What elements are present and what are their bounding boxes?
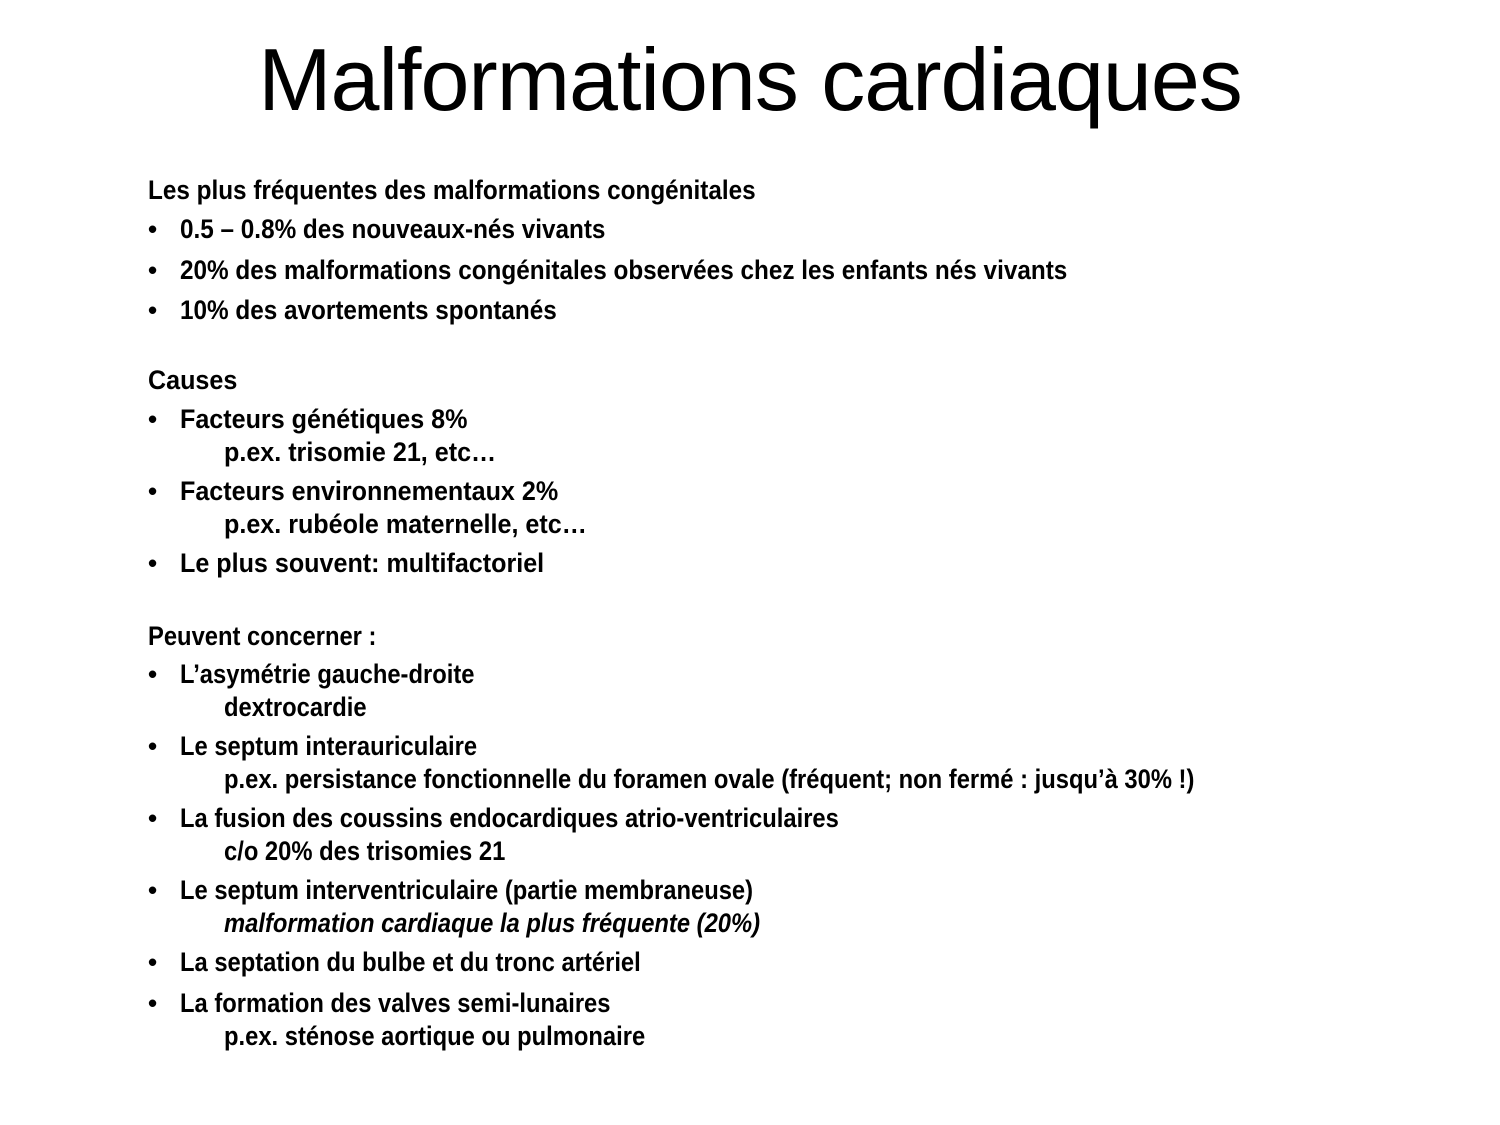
list-item-detail: malformation cardiaque la plus fréquente (20%) <box>224 908 761 938</box>
list-item-detail: p.ex. trisomie 21, etc… <box>224 437 497 467</box>
list-item: L’asymétrie gauche-droite <box>180 659 475 689</box>
bullet-icon: • <box>148 255 158 285</box>
list-item-detail: dextrocardie <box>224 692 367 722</box>
bullet-icon: • <box>148 947 158 977</box>
list-item: 10% des avortements spontanés <box>180 295 557 325</box>
list-item: 20% des malformations congénitales observées chez les enfants nés vivants <box>180 255 1068 285</box>
bullet-icon: • <box>148 548 158 578</box>
slide-title: Malformations cardiaques <box>258 30 1242 129</box>
list-item-detail: c/o 20% des trisomies 21 <box>224 836 506 866</box>
list-item: La formation des valves semi-lunaires <box>180 988 611 1018</box>
bullet-icon: • <box>148 476 158 506</box>
list-item-detail: p.ex. persistance fonctionnelle du foramen ovale (fréquent; non fermé : jusqu’à 30% !) <box>224 764 1195 794</box>
bullet-icon: • <box>148 731 158 761</box>
list-item: Facteurs environnementaux 2% <box>180 476 559 506</box>
list-item: Facteurs génétiques 8% <box>180 404 468 434</box>
section-heading: Peuvent concerner : <box>148 621 377 651</box>
list-item: Le septum interventriculaire (partie membraneuse) <box>180 875 754 905</box>
bullet-icon: • <box>148 214 158 244</box>
bullet-icon: • <box>148 875 158 905</box>
list-item: La septation du bulbe et du tronc artériel <box>180 947 641 977</box>
bullet-icon: • <box>148 659 158 689</box>
list-item: Le septum interauriculaire <box>180 731 478 761</box>
bullet-icon: • <box>148 988 158 1018</box>
bullet-icon: • <box>148 803 158 833</box>
section-heading: Les plus fréquentes des malformations congénitales <box>148 175 756 205</box>
section-heading: Causes <box>148 365 238 395</box>
bullet-icon: • <box>148 404 158 434</box>
list-item: La fusion des coussins endocardiques atrio-ventriculaires <box>180 803 839 833</box>
bullet-icon: • <box>148 295 158 325</box>
list-item-detail: p.ex. sténose aortique ou pulmonaire <box>224 1021 646 1051</box>
list-item-detail: p.ex. rubéole maternelle, etc… <box>224 509 587 539</box>
list-item: Le plus souvent: multifactoriel <box>180 548 545 578</box>
list-item: 0.5 – 0.8% des nouveaux-nés vivants <box>180 214 606 244</box>
